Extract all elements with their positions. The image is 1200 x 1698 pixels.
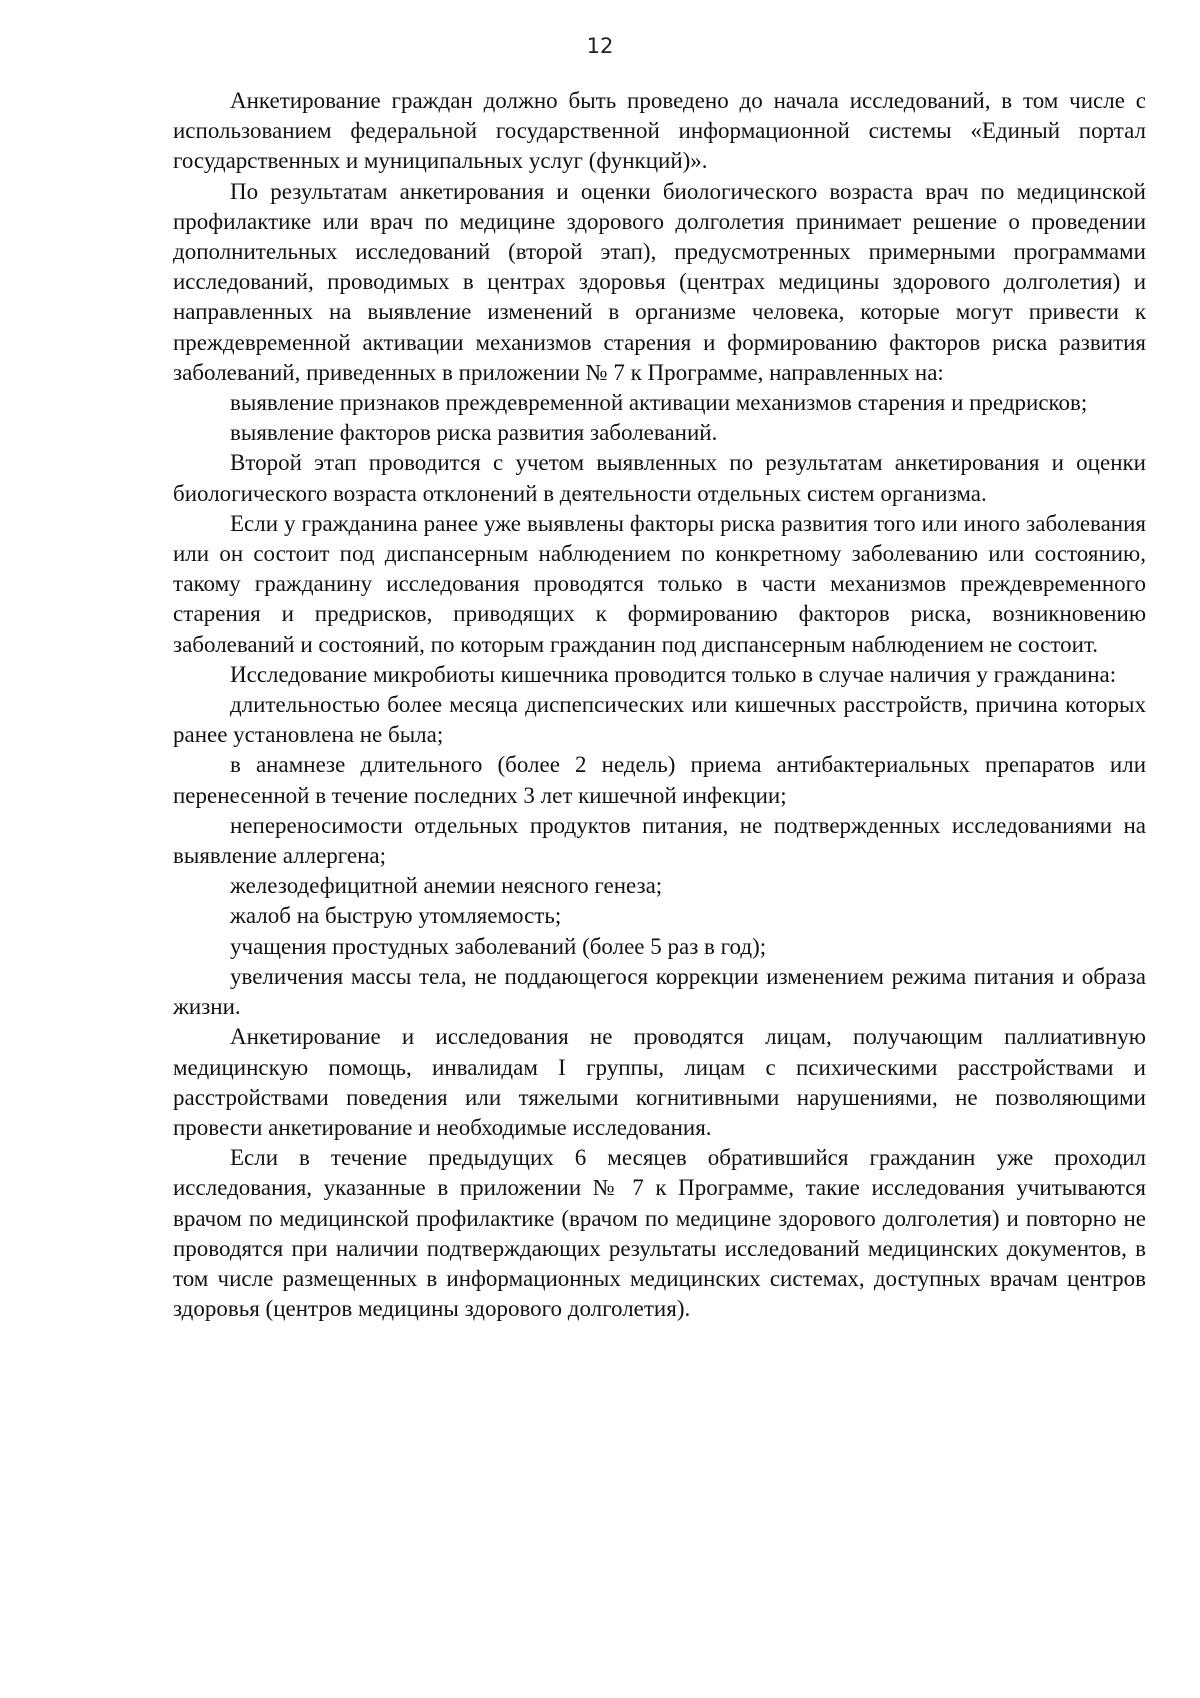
page-number: 12 [586,34,614,58]
paragraph-existing-risk-factors: Если у гражданина ранее уже выявлены факторы риска развития того или иного заболевания или он состоит под диспансерным наблюдением по конкретному заболеванию или состоянию, такому гражданину исследования проводятся только в части механизмов преждевременного старения и предрисков, приводящих к формированию факторов риска, возникновению заболеваний и состояний, по которым гражданин под диспансерным наблюдением не состоит. [173,510,1146,657]
paragraph-exclusions: Анкетирование и исследования не проводятся лицам, получающим паллиативную медицинскую помощь, инвалидам I группы, лицам с психическими расстройствами и расстройствами поведения или тяжелыми когнитивными нарушениями, не позволяющими провести анкетирование и необходимые исследования. [173,1024,1146,1140]
list-item-weight-gain: увеличения массы тела, не поддающегося коррекции изменением режима питания и образа жизни. [173,963,1146,1020]
list-item-anemia: железодефицитной анемии неясного генеза; [230,873,663,899]
list-item-dyspepsia: длительностью более месяца диспепсических или кишечных расстройств, причина которых ранее установлена не была; [173,692,1146,748]
list-item-aging-signs: выявление признаков преждевременной активации механизмов старения и предрисков; [230,390,1088,416]
list-item-risk-factors: выявление факторов риска развития заболеваний. [230,420,718,446]
paragraph-microbiota-study: Исследование микробиоты кишечника проводится только в случае наличия у гражданина: [230,661,1117,687]
list-item-antibiotics: в анамнезе длительного (более 2 недель) приема антибактериальных препаратов или перенесенной в течение последних 3 лет кишечной инфекции; [173,752,1146,808]
paragraph-second-stage-decision: По результатам анкетирования и оценки биологического возраста врач по медицинской профилактике или врач по медицине здорового долголетия принимает решение о проведении дополнительных исследований (второй этап), предусмотренных примерными программами исследований, проводимых в центрах здоровья (центрах медицины здорового долголетия) и направленных на выявление изменений в организме человека, которые могут привести к преждевременной активации механизмов старения и формированию факторов риска развития заболеваний, приведенных в приложении № 7 к Программе, направленных на: [173,178,1146,385]
paragraph-questionnaire-timing: Анкетирование граждан должно быть проведено до начала исследований, в том числе с использованием федеральной государственной информационной системы «Единый портал государственных и муниципальных услуг (функций)». [173,88,1146,174]
list-item-food-intolerance: непереносимости отдельных продуктов питания, не подтвержденных исследованиями на выявление аллергена; [173,812,1146,869]
document-body [173,86,1146,1324]
paragraph-second-stage-basis: Второй этап проводится с учетом выявленных по результатам анкетирования и оценки биологического возраста отклонений в деятельности отдельных систем организма. [173,450,1146,506]
list-item-colds: учащения простудных заболеваний (более 5 раз в год); [230,933,767,959]
list-item-fatigue: жалоб на быструю утомляемость; [230,903,562,929]
paragraph-previous-studies: Если в течение предыдущих 6 месяцев обратившийся гражданин уже проходил исследования, указанные в приложении № 7 к Программе, такие исследования учитываются врачом по медицинской профилактике (врачом по медицине здорового долголетия) и повторно не проводятся при наличии подтверждающих результаты исследований медицинских документов, в том числе размещенных в информационных медицинских системах, доступных врачам центров здоровья (центров медицины здорового долголетия). [173,1145,1146,1322]
